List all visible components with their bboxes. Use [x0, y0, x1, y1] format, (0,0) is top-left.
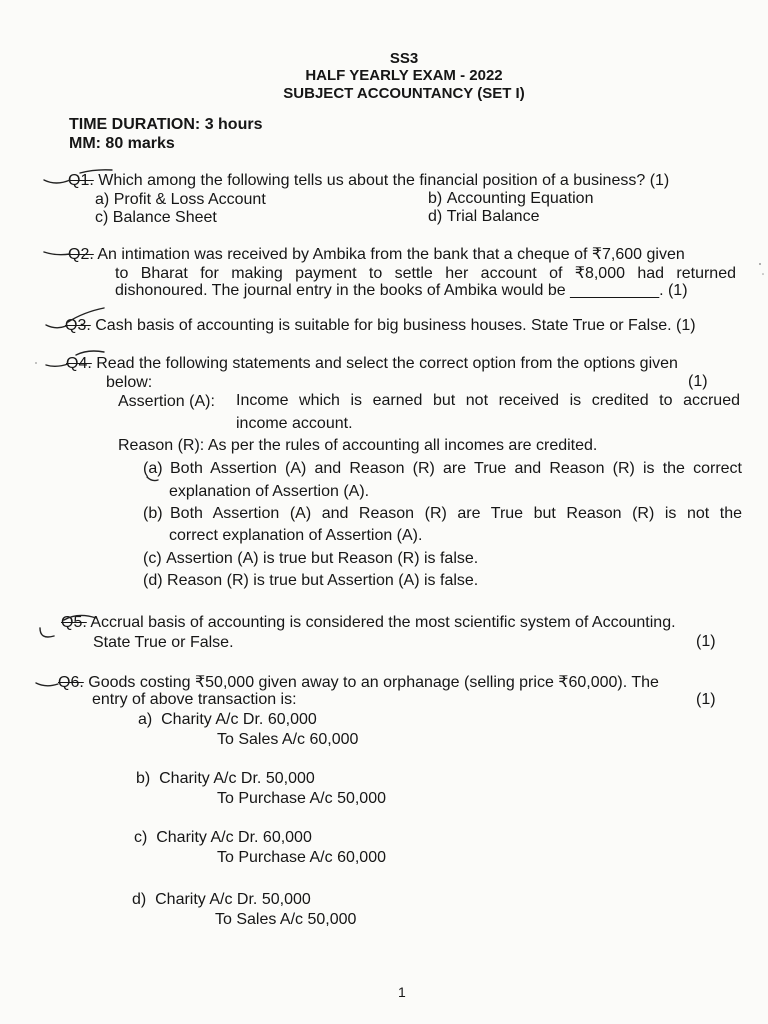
option-d: d) Trial Balance: [428, 208, 540, 225]
option-b: (b): [143, 505, 163, 522]
question-text: Accrual basis of accounting is considered the most scientific system of Accounting.: [90, 614, 676, 631]
debit-entry: Charity A/c Dr. 50,000: [159, 770, 315, 787]
question-marks: (1): [696, 691, 716, 708]
option-b-text: Both Assertion (A) and Reason (R) are True but Reason (R) is not the: [170, 505, 742, 522]
pen-tick-q1: [44, 180, 70, 183]
pen-tick-q3: [46, 325, 66, 328]
assertion-text-cont: income account.: [236, 415, 353, 432]
scan-speck: [35, 362, 37, 364]
question-text-line-3: dishonoured. The journal entry in the books of Ambika would be __________. (1): [115, 282, 688, 299]
debit-entry: Charity A/c Dr. 50,000: [155, 891, 311, 908]
option-a: a) Charity A/c Dr. 60,000: [138, 711, 317, 728]
exam-heading: HALF YEARLY EXAM - 2022: [305, 67, 503, 84]
pen-tick-q6: [36, 683, 58, 686]
debit-entry: Charity A/c Dr. 60,000: [156, 829, 312, 846]
credit-entry: To Purchase A/c 50,000: [217, 790, 386, 807]
question-marks: (1): [688, 373, 708, 390]
option-b: b) Charity A/c Dr. 50,000: [136, 770, 315, 787]
option-d: d) Charity A/c Dr. 50,000: [132, 891, 311, 908]
option-c: (c) Assertion (A) is true but Reason (R) is false.: [143, 550, 479, 567]
question-text-line-2: State True or False.: [93, 634, 234, 651]
reason-text: Reason (R): As per the rules of accounting all incomes are credited.: [118, 437, 598, 454]
option-a-cont: explanation of Assertion (A).: [169, 483, 370, 500]
option-a: a) Profit & Loss Account: [95, 191, 266, 208]
page-number: 1: [398, 984, 406, 1000]
option-a: (a): [143, 460, 163, 477]
option-d: (d) Reason (R) is true but Assertion (A) is false.: [143, 572, 479, 589]
question-number: Q6.: [58, 674, 84, 691]
option-b: b) Accounting Equation: [428, 190, 594, 207]
question-number: Q2.: [68, 246, 94, 263]
assertion-text: Income which is earned but not received is credited to accrued: [236, 392, 740, 409]
pen-tick-q4: [46, 364, 68, 366]
question-marks: (1): [696, 633, 716, 650]
scan-speck: [762, 273, 764, 275]
pen-tick-q2: [44, 252, 70, 255]
question-text: Cash basis of accounting is suitable for big business houses. State True or False. (1): [95, 317, 696, 334]
question-text: Goods costing ₹50,000 given away to an orphanage (selling price ₹60,000). The: [88, 674, 659, 691]
subject-heading: SUBJECT ACCOUNTANCY (SET I): [283, 85, 525, 102]
debit-entry: Charity A/c Dr. 60,000: [161, 711, 317, 728]
assertion-label: Assertion (A):: [118, 393, 215, 410]
time-duration: TIME DURATION: 3 hours: [69, 116, 263, 133]
class-heading: SS3: [389, 50, 419, 67]
question-number: Q4.: [66, 355, 92, 372]
option-b-cont: correct explanation of Assertion (A).: [169, 527, 423, 544]
option-c: c) Charity A/c Dr. 60,000: [134, 829, 312, 846]
credit-entry: To Purchase A/c 60,000: [217, 849, 386, 866]
pen-tick-q5: [40, 628, 54, 637]
question-text-line-2: to Bharat for making payment to settle her account of ₹8,000 had returned: [115, 265, 736, 282]
scan-speck: [759, 263, 761, 265]
option-a-text: Both Assertion (A) and Reason (R) are True and Reason (R) is the correct: [170, 460, 742, 477]
question-text-line-2: entry of above transaction is:: [92, 691, 297, 708]
credit-entry: To Sales A/c 50,000: [215, 911, 357, 928]
question-text: Read the following statements and select the correct option from the options given: [96, 355, 678, 372]
credit-entry: To Sales A/c 60,000: [217, 731, 359, 748]
question-number: Q5.: [61, 614, 87, 631]
question-number: Q3.: [65, 317, 91, 334]
question-number: Q1.: [68, 172, 94, 189]
question-text-line-2: below:: [106, 374, 153, 391]
max-marks: MM: 80 marks: [69, 135, 175, 152]
question-text: Which among the following tells us about the financial position of a business? (1): [98, 172, 670, 189]
question-text: An intimation was received by Ambika from the bank that a cheque of ₹7,600 given: [97, 246, 685, 263]
option-c: c) Balance Sheet: [95, 209, 217, 226]
